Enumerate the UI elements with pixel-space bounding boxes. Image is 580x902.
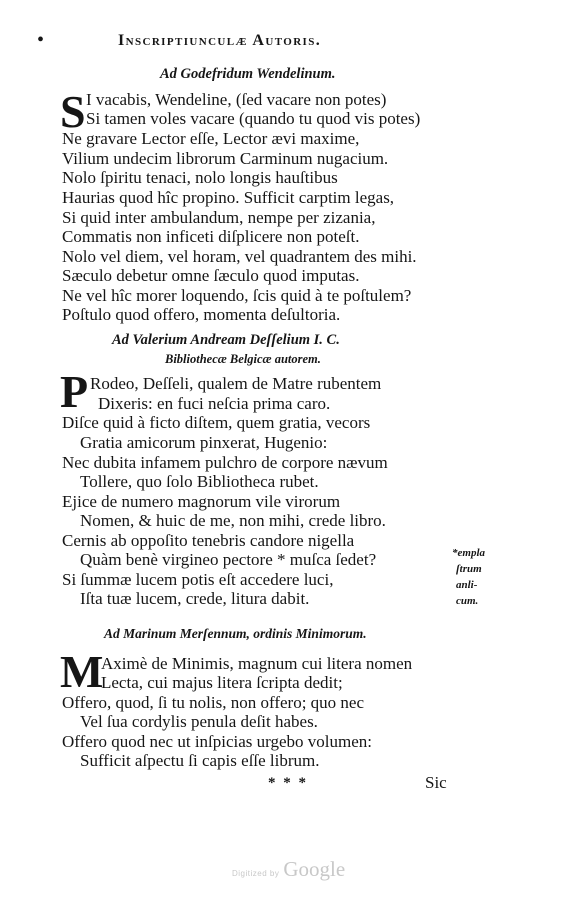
drop-cap-m: M (60, 646, 104, 697)
margin-note-line: cum. (456, 595, 479, 607)
poem-line: Aximè de Minimis, magnum cui litera nomen (101, 654, 413, 673)
watermark-logo-text: Google (283, 857, 346, 881)
section-subtitle: Bibliothecæ Belgicæ autorem. (165, 352, 321, 366)
poem-line: Cernis ab oppoſito tenebris candore nigella (62, 531, 355, 550)
drop-cap-s: S (60, 86, 86, 137)
poem-line: Poſtulo quod offero, momenta deſultoria. (62, 305, 341, 324)
catchword: Sic (425, 773, 447, 792)
poem-line: Si quid inter ambulandum, nempe per zizania, (62, 208, 376, 227)
watermark-small-text: Digitized by (232, 869, 280, 878)
margin-note-line: *empla (452, 547, 485, 559)
poem-line: Offero, quod, ſi tu nolis, non offero; quo nec (62, 693, 365, 712)
section-title-desselium: Ad Valerium Andream Deſſelium I. C. (112, 332, 340, 348)
asterisk-ornament: * * * (268, 775, 308, 791)
poem-line: Offero quod nec ut inſpicias urgebo volumen: (62, 732, 373, 751)
poem-line: Ne vel hîc morer loquendo, ſcis quid à te poſtulem? (62, 286, 412, 305)
poem-line: Iſta tuæ lucem, crede, litura dabit. (80, 589, 310, 608)
poem-line: Nec dubita infamem pulchro de corpore nævum (62, 453, 388, 472)
poem-line: Vel ſua cordylis penula deſit habes. (80, 712, 318, 731)
poem-line: Si ſummæ lucem potis eſt accedere luci, (62, 570, 334, 589)
poem-line: Sufficit aſpectu ſi capis eſſe librum. (80, 751, 320, 770)
poem-line: I vacabis, Wendeline, (ſed vacare non potes) (86, 90, 387, 109)
poem-line: Si tamen voles vacare (quando tu quod vis potes) (86, 109, 421, 128)
poem-line: Sæculo debetur omne ſæculo quod imputas. (62, 266, 360, 285)
section-title-wendelinum: Ad Godefridum Wendelinum. (160, 66, 336, 82)
poem-line: Ejice de numero magnorum vile virorum (62, 492, 341, 511)
poem-line: Vilium undecim librorum Carminum nugacium. (62, 149, 389, 168)
poem-line: Haurias quod hîc propino. Sufficit carptim legas, (62, 188, 395, 207)
poem-line: Nolo ſpiritu tenaci, nolo longis hauſtibus (62, 168, 338, 187)
poem-line: Nolo vel diem, vel horam, vel quadrantem des mihi. (62, 247, 417, 266)
page-bullet: • (37, 29, 45, 51)
section-title-mersennum: Ad Marinum Merſennum, ordinis Minimorum. (104, 626, 367, 641)
drop-cap-p: P (60, 366, 89, 417)
poem-line: Tollere, quo ſolo Bibliotheca rubet. (80, 472, 319, 491)
poem-line: Nomen, & huic de me, non mihi, crede libro. (80, 511, 386, 530)
running-head: Inscriptiunculæ Autoris. (118, 32, 322, 49)
poem-line: Ne gravare Lector eſſe, Lector ævi maxime, (62, 129, 360, 148)
poem-line: Gratia amicorum pinxerat, Hugenio: (80, 433, 328, 452)
margin-note-line: anli- (456, 579, 478, 591)
margin-note-line: ſtrum (456, 563, 482, 575)
poem-line: Quàm benè virgineo pectore * muſca ſedet? (80, 550, 377, 569)
poem-line: Diſce quid à ficto diſtem, quem gratia, vecors (62, 413, 371, 432)
poem-line: Commatis non inficeti diſplicere non poteſt. (62, 227, 360, 246)
poem-line: Rodeo, Deſſeli, qualem de Matre rubentem (90, 374, 382, 393)
google-watermark (232, 857, 345, 882)
poem-line: Dixeris: en fuci neſcia prima caro. (98, 394, 331, 413)
poem-line: Lecta, cui majus litera ſcripta dedit; (101, 673, 343, 692)
